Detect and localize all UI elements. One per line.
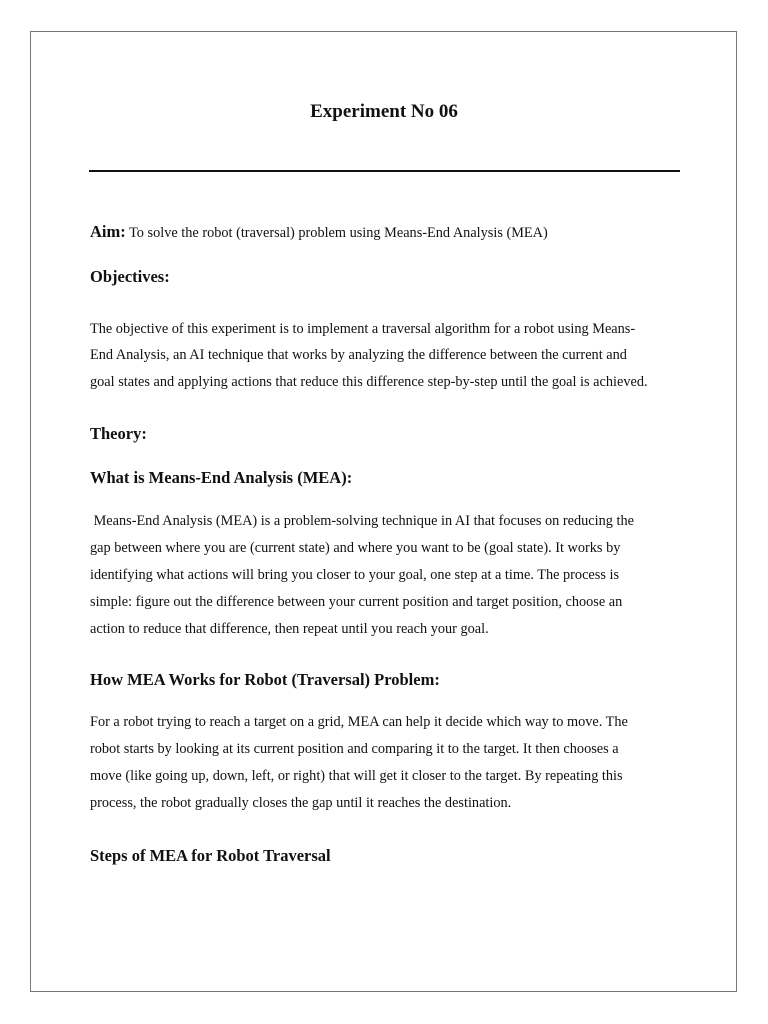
how-works-line: For a robot trying to reach a target on a grid, MEA can help it decide which way to move. The (90, 714, 628, 730)
document-title: Experiment No 06 (310, 101, 458, 122)
what-is-line: action to reduce that difference, then repeat until you reach your goal. (90, 621, 489, 637)
steps-heading: Steps of MEA for Robot Traversal (90, 846, 331, 865)
how-works-line: process, the robot gradually closes the gap until it reaches the destination. (90, 795, 512, 811)
what-is-line: Means-End Analysis (MEA) is a problem-solving technique in AI that focuses on reducing the (90, 513, 634, 529)
objectives-heading: Objectives: (90, 267, 170, 286)
what-is-line: simple: figure out the difference between your current position and target position, choose an (90, 594, 623, 610)
what-is-line: gap between where you are (current state) and where you want to be (goal state). It works by (90, 540, 621, 556)
objectives-line: End Analysis, an AI technique that works by analyzing the difference between the current and (90, 347, 627, 363)
aim-label: Aim: (90, 222, 126, 241)
objectives-line: The objective of this experiment is to implement a traversal algorithm for a robot using Means- (90, 321, 636, 337)
how-works-line: move (like going up, down, left, or right) that will get it closer to the target. By repeating this (90, 768, 623, 784)
theory-heading: Theory: (90, 424, 147, 443)
how-mea-works-heading: How MEA Works for Robot (Traversal) Problem: (90, 670, 440, 689)
how-works-line: robot starts by looking at its current position and comparing it to the target. It then chooses a (90, 741, 619, 757)
what-is-mea-heading: What is Means-End Analysis (MEA): (90, 468, 353, 487)
objectives-line: goal states and applying actions that reduce this difference step-by-step until the goal is achieved. (90, 374, 648, 390)
aim-line (90, 223, 548, 242)
what-is-line: identifying what actions will bring you closer to your goal, one step at a time. The process is (90, 567, 620, 583)
aim-text: To solve the robot (traversal) problem using Means-End Analysis (MEA) (125, 225, 548, 241)
title-divider (89, 170, 680, 172)
